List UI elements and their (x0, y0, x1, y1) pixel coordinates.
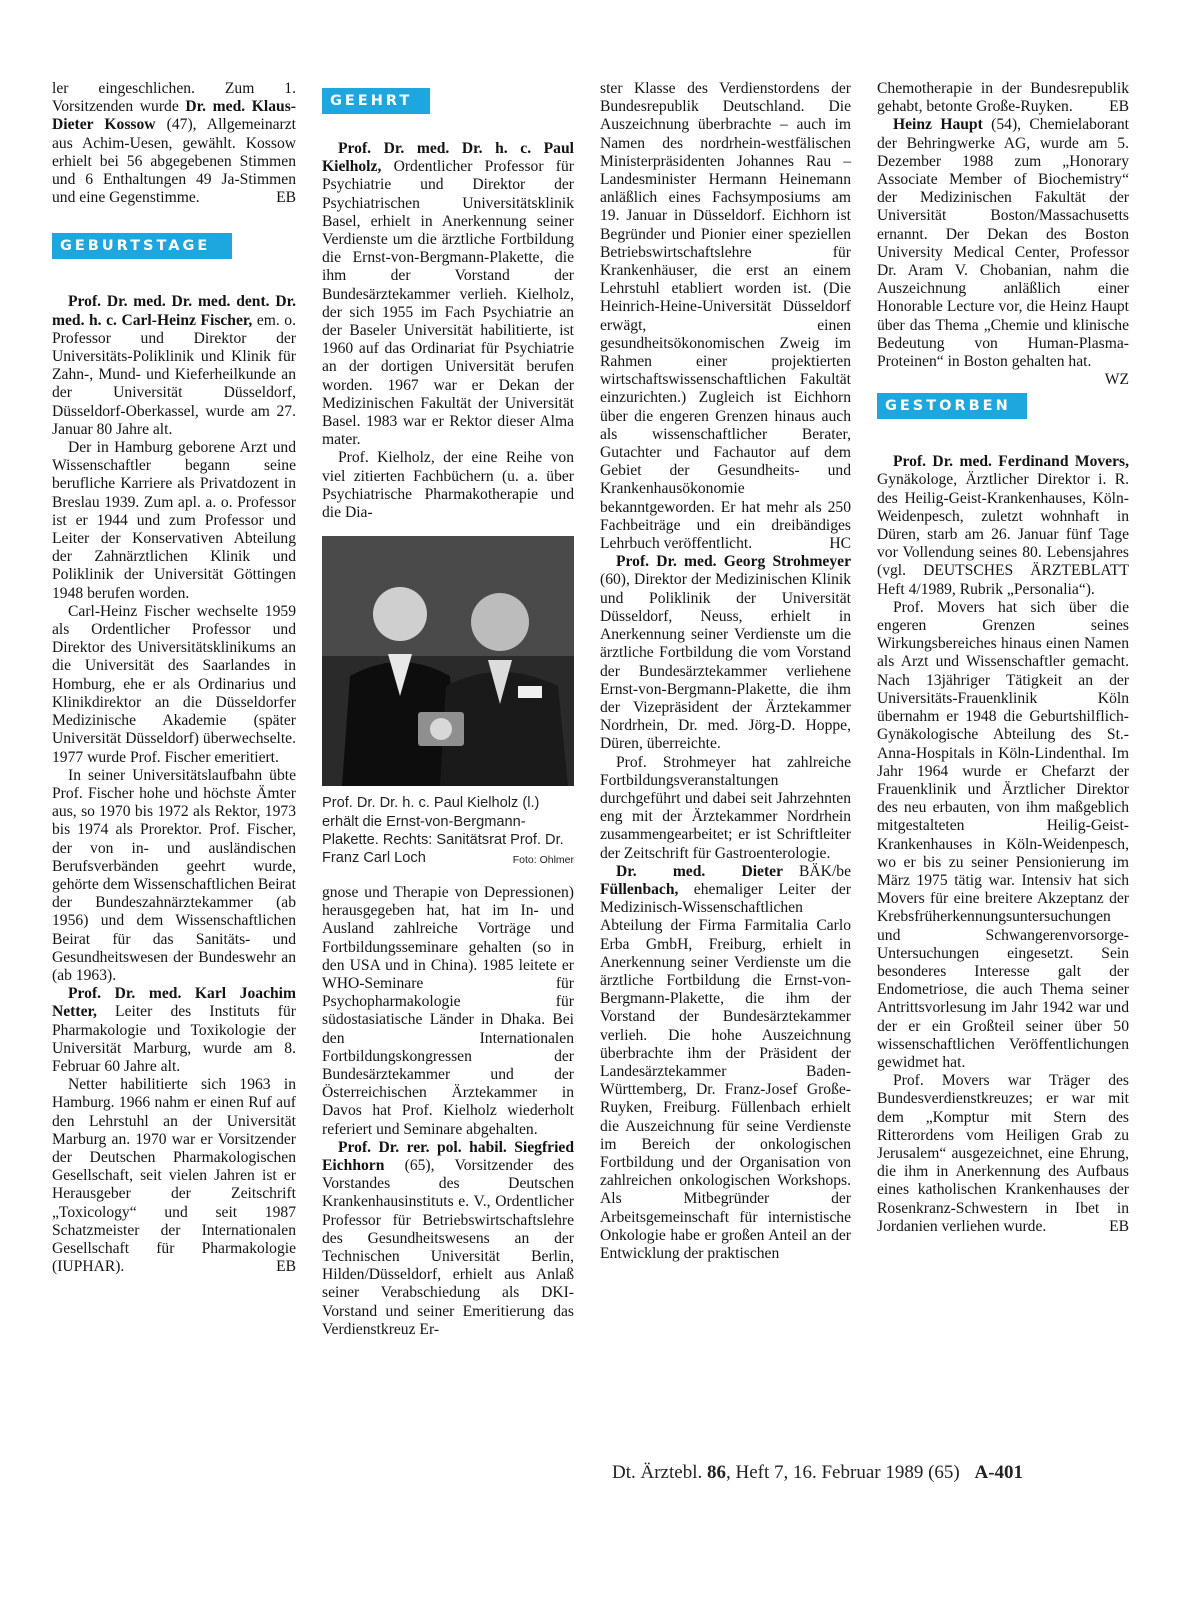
text: (54), Chemielaborant der Behringwerke AG, wurde am 5. Dezember 1988 zum „Honorary Associate Member of Biochemistry“ der Medizinischen Fakultät der Universität Boston/Massachusetts ernannt. Der Dekan des Boston University Medical Center, Professor Dr. Aram V. Chobanian, nahm die Auszeichnung anläßlich einer Honorable Lecture vor, die Heinz Haupt über das Thema „Chemie und klinische Bedeutung von Human-Plasma-Proteinen“ in Boston gehalten hat. (877, 116, 1129, 371)
photo-caption (322, 794, 574, 868)
text: Chemotherapie in der Bundesrepublik gehabt, betonte Große-Ruyken. (877, 80, 1129, 116)
text: Prof. Strohmeyer hat zahlreiche Fortbildungsveranstaltungen durchgeführt und dabei seit Jahrzehnten eng mit der Ärztekammer Nordrhein zusammengearbeitet; er ist Schriftleiter der Zeitschrift für Gastroenterologie. (600, 753, 851, 862)
text: Leiter des Instituts für Pharmakologie und Toxikologie der Universität Marburg, wurde am 8. Februar 60 Jahre alt. (52, 1003, 296, 1075)
fischer-paragraph-2: Der in Hamburg geborene Arzt und Wissenschaftler begann seine berufliche Karriere als Privatdozent in Breslau 1939. Zum apl. a. o. Professor ist er 1944 und zum Professor und Leiter der Konservativen Abteilung der Zahnärztlichen Klinik und Poliklinik der Universität Göttingen 1948 berufen worden. (52, 439, 296, 602)
fuellenbach-paragraph-1 (600, 863, 851, 1263)
text: (47), Allgemeinarzt aus Achim-Uesen, gewählt. Kossow erhielt bei 56 abgegebenen Stimmen und 6 Enthaltungen 49 Ja-Stimmen und eine Gegenstimme. (52, 116, 296, 207)
column-4 (877, 80, 1129, 1236)
strohmeyer-paragraph-1 (600, 553, 851, 753)
page-footer (612, 1462, 1132, 1486)
text: Netter habilitierte sich 1963 in Hamburg. 1966 nahm er einen Ruf auf den Lehrstuhl an der Universität Marburg an. 1970 war er Vorsitzender der Deutschen Pharmakologischen Gesellschaft, seit vielen Jahren ist er Herausgeber der Zeitschrift „Toxicology“ und seit 1987 Schatzmeister der Internationalen Gesellschaft für Pharmakologie (IUPHAR). (52, 1076, 296, 1276)
photo-credit: Foto: Ohlmer (512, 854, 574, 867)
column-2 (322, 80, 574, 1339)
person-name: Prof. Dr. med. Dr. med. dent. Dr. med. h. c. Carl-Heinz Fischer, (52, 293, 296, 329)
kossow-paragraph (52, 80, 296, 207)
text: Gynäkologe, Ärztlicher Direktor i. R. des Heilig-Geist-Krankenhauses, Köln-Weidenpesch, zuletzt wohnhaft in Düren, starb am 26. Januar fünf Tage vor Vollendung seines 80. Lebensjahres (vgl. DEUTSCHES ÄRZTEBLATT Heft 4/1989, Rubrik „Personalia“). (877, 471, 1129, 598)
person-name: Prof. Dr. rer. pol. habil. Siegfried Eichhorn (322, 1138, 574, 1174)
kielholz-paragraph-2-start: Prof. Kielholz, der eine Reihe von viel zitierten Fachbüchern (u. a. über Psychiatrische Pharmakotherapie und die Dia- (322, 449, 574, 522)
author-signature: WZ (1104, 371, 1129, 389)
journal-issue: , Heft 7, 16. Februar 1989 (65) (725, 1462, 960, 1483)
person-name: Dr. med. Dieter Füllenbach, (600, 862, 784, 898)
column-1 (52, 80, 296, 1276)
kielholz-paragraph-2-cont: gnose und Therapie von Depressionen) herausgegeben hat, hat im In- und Ausland zahlreiche Vorträge und Fortbildungsseminare gehalten (so in den USA und in China). 1985 leitete er WHO-Seminare für Psychopharmakologie für südostasiatische Länder in Dhaka. Bei den Internationalen Fortbildungskongressen der Bundesärztekammer und der Österreichischen Ärztekammer in Davos hat Prof. Kielholz wiederholt referiert und Seminare abgehalten. (322, 883, 574, 1138)
movers-paragraph-2: Prof. Movers hat sich über die engeren Grenzen seines Wirkungsbereiches hinaus einen Namen als Arzt und Wissenschaftler gemacht. Nach 13jähriger Tätigkeit an der Universitäts-Frauenklinik Köln übernahm er 1948 die Geburtshilflich-Gynäkologische Abteilung des St.-Anna-Hospitals in Köln-Lindenthal. Im Jahr 1964 wurde er Chefarzt der Frauenklinik und Ärztlicher Direktor des neu erbauten, von ihm maßgeblich mitgestalteten Heilig-Geist-Krankenhauses in Köln-Weidenpesch, wo er bis zu seiner Pensionierung im März 1975 tätig war. Intensiv hat sich Movers für eine breitere Akzeptanz der Krebsfrüherkennungsuntersuchungen und Schwangerenvorsorge-Untersuchungen eingesetzt. Sein besonderes Interesse galt der Endometriose, die auch Thema seiner Antrittsvorlesung im Jahr 1942 war und der er ein Großteil seiner über 50 wissenschaftlichen Veröffentlichungen gewidmet hat. (877, 598, 1129, 1071)
netter-paragraph-1 (52, 985, 296, 1076)
person-name: Prof. Dr. med. Ferdinand Movers, (893, 453, 1129, 471)
person-name: Prof. Dr. med. Dr. h. c. Paul Kielholz, (322, 140, 574, 176)
person-name: Dr. med. Klaus-Dieter Kossow (52, 98, 296, 134)
movers-paragraph-3 (877, 1072, 1129, 1236)
netter-paragraph-2 (52, 1076, 296, 1276)
author-signature: EB (1109, 1217, 1129, 1235)
movers-paragraph-1 (877, 453, 1129, 599)
fischer-paragraph-1 (52, 293, 296, 439)
text: ler eingeschlichen. Zum 1. Vorsitzenden wurde (52, 80, 296, 116)
text: ster Klasse des Verdienstordens der Bundesrepublik Deutschland. Die Auszeichnung überbrachte – auch im Namen des nordrhein-westfälischen Ministerpräsidenten Johannes Rau – Landesminister Hermann Heinemann anläßlich eines Fachsymposiums am 19. Januar in Düsseldorf. Eichhorn ist Begründer und Pionier einer speziellen Betriebswirtschaftslehre für Krankenhäuser, die erst an einem Lehrstuhl etabliert worden ist. (Die Heinrich-Heine-Universität Düsseldorf erwägt, einen gesundheitsökonomischen Zweig im Rahmen einer projektierten wirtschaftswissenschaftlichen Fakultät einzurichten.) Zugleich ist Eichhorn über die engeren Grenzen hinaus auch als wissenschaftlicher Berater, Gutachter und Fachautor auf dem Gebiet der Gesundheits- und Krankenhausökonomie bekanntgeworden. Er hat mehr als 250 Fachbeiträge und ein dreibändiges Lehrbuch veröffentlicht. (600, 80, 851, 553)
author-signature: EB (276, 1258, 296, 1276)
fischer-paragraph-3: Carl-Heinz Fischer wechselte 1959 als Ordentlicher Professor und Direktor des Universitätsklinikums an die Universität des Saarlandes in Homburg, ehe er als Ordinarius und Klinikdirektor an die Düsseldorfer Medizinische Akademie (später Universität Düsseldorf) überwechselte. 1977 wurde Prof. Fischer emeritiert. (52, 602, 296, 766)
author-signature: BÄK/be (799, 862, 851, 880)
journal-volume: 86 (706, 1462, 726, 1483)
caption-text: Prof. Dr. Dr. h. c. Paul Kielholz (l.) erhält die Ernst-von-Bergmann-Plakette. Rechts: Sanitätsrat Prof. Dr. Franz Carl Loch (322, 795, 564, 867)
eichhorn-paragraph-1 (322, 1139, 574, 1339)
text: (65), Vorsitzender des Vorstandes des Deutschen Krankenhausinstituts e. V., Ordentlicher Professor für Betriebswirtschaftslehre des Gesundheitswesens an der Technischen Universität Berlin, Hilden/Düsseldorf, erhielt aus Anlaß seiner Verabschiedung als DKI-Vorstand und seiner Emeritierung das Verdienstkreuz Er- (322, 1156, 574, 1338)
person-name: Prof. Dr. med. Karl Joachim Netter, (52, 985, 296, 1021)
person-name: Prof. Dr. med. Georg Strohmeyer (616, 553, 851, 571)
fischer-paragraph-4: In seiner Universitätslaufbahn übte Prof. Fischer hohe und höchste Ämter aus, so 1970 bis 1972 als Rektor, 1973 bis 1974 als Prorektor. Prof. Fischer, der von in- und ausländischen Berufsverbänden geehrt wurde, gehörte dem Wissenschaftlichen Beirat der Bundeszahnärztekammer (ab 1956) und dem Wissenschaftlichen Beirat für das Sanitäts- und Gesundheitswesen der Bundeswehr an (ab 1963). (52, 766, 296, 984)
haupt-paragraph-1 (877, 116, 1129, 389)
award-photo-image (322, 536, 574, 786)
text: Prof. Movers war Träger des Bundesverdienstkreuzes; er war mit dem „Komptur mit Stern des Ritterordens vom Heiligen Grab zu Jerusalem“ ausgezeichnet, eine Ehrung, die ihm in Anerkennung des Aufbaus eines katholischen Krankenhauses der Rosenkranz-Schwestern in Ibet in Jordanien verliehen wurde. (877, 1072, 1129, 1235)
eichhorn-paragraph-cont (600, 80, 851, 553)
author-signature: EB (1109, 98, 1129, 116)
section-heading-gestorben: GESTORBEN (877, 393, 1027, 419)
text: ehemaliger Leiter der Medizinisch-Wissenschaftlichen Abteilung der Firma Farmitalia Carlo Erba GmbH, Freiburg, erhielt in Anerkennung seiner Verdienste um die ärztliche Fortbildung die Ernst-von-Bergmann-Plakette, die ihm der Vorstand der Bundesärztekammer verlieh. Die hohe Auszeichnung überbrachte ihm der Präsident der Landesärztekammer Baden-Württemberg, Dr. Franz-Josef Große-Ruyken, Freiburg. Füllenbach erhielt die Auszeichnung für seine Verdienste im Bereich der onkologischen Fortbildung und der Organisation von zahlreichen onkologischen Workshops. Als Mitbegründer der Arbeitsgemeinschaft für internistische Onkologie habe er großen Anteil an der Entwicklung der praktischen (600, 880, 851, 1262)
section-heading-geburtstage: GEBURTSTAGE (52, 233, 232, 259)
section-heading-geehrt: GEEHRT (322, 88, 430, 114)
column-3 (600, 80, 851, 1263)
kielholz-paragraph-1 (322, 140, 574, 449)
page-number: A-401 (974, 1462, 1024, 1483)
text: Ordentlicher Professor für Psychiatrie und Direktor der Psychiatrischen Universitätsklinik Basel, erhielt in Anerkennung seiner Verdienste um die ärztliche Fortbildung die Ernst-von-Bergmann-Plakette, die ihm der Vorstand der Bundesärztekammer verlieh. Kielholz, der sich 1955 im Fach Psychiatrie an der Baseler Universität habilitierte, ist 1960 auf das Ordinariat für Psychiatrie an der dortigen Universität berufen worden. 1967 war er Dekan der Medizinischen Fakultät der Universität Basel. 1983 war er Rektor dieser Alma mater. (322, 158, 574, 449)
award-photo (322, 536, 574, 786)
text: em. o. Professor und Direktor der Universitäts-Poliklinik und Klinik für Zahn-, Mund- und Kieferheilkunde an der Universität Düsseldorf, Düsseldorf-Oberkassel, wurde am 27. Januar 80 Jahre alt. (52, 311, 296, 438)
journal-name: Dt. Ärztebl. (612, 1462, 703, 1483)
author-signature: HC (829, 535, 851, 553)
text: (60), Direktor der Medizinischen Klinik und Poliklinik der Universität Düsseldorf, Neuss, erhielt in Anerkennung seiner Verdienste um die ärztliche Fortbildung die vom Vorstand der Bundesärztekammer verliehene Ernst-von-Bergmann-Plakette, die ihm der Vizepräsident der Ärztekammer Nordrhein, Dr. med. Jörg-D. Hoppe, Düren, überreichte. (600, 571, 851, 753)
author-signature: EB (276, 189, 296, 207)
person-name: Heinz Haupt (893, 116, 983, 134)
fuellenbach-paragraph-cont (877, 80, 1129, 116)
